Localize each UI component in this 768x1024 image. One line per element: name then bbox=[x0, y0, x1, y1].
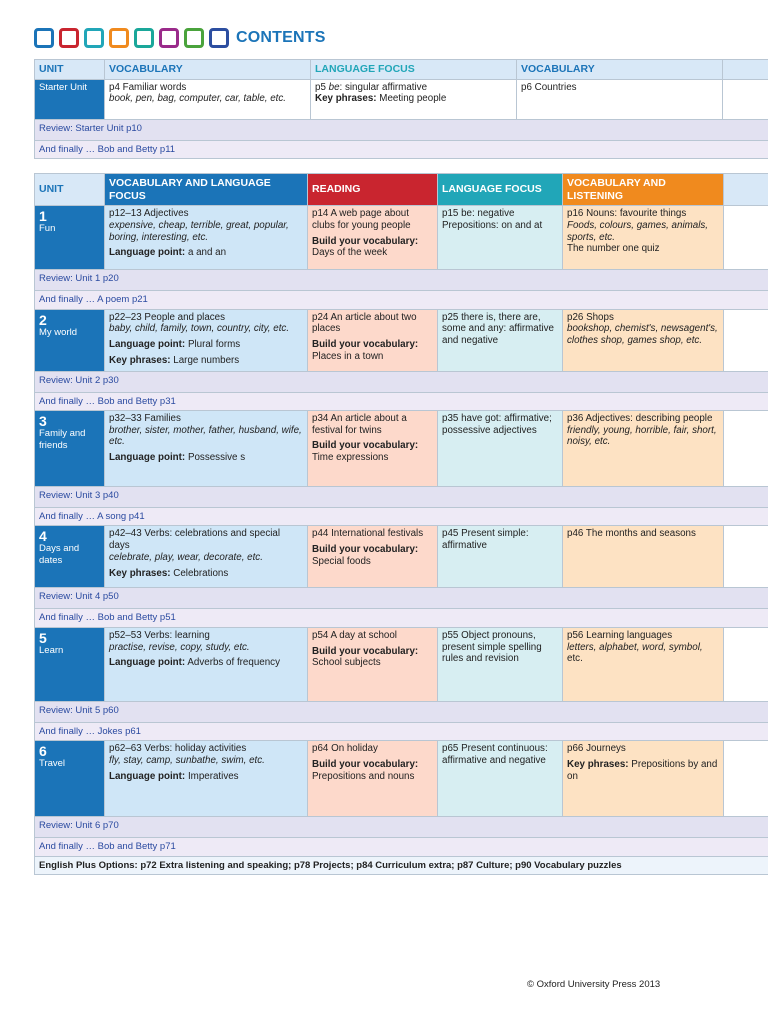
unit-cell bbox=[35, 410, 105, 486]
unit-row bbox=[35, 526, 768, 588]
unit-name: My world bbox=[39, 326, 78, 338]
vocab-language-cell: p32–33 Families brother, sister, mother, father, husband, wife, etc. Language point: Possessive s bbox=[105, 410, 308, 486]
logo-squares bbox=[34, 28, 234, 48]
empty-cell bbox=[724, 526, 768, 588]
starter-vocab-cell: p4 Familiar words book, pen, bag, computer, car, table, etc. bbox=[105, 79, 311, 119]
language-focus-cell: p65 Present continuous: affirmative and negative bbox=[438, 741, 563, 817]
unit-number: 2 bbox=[39, 311, 47, 328]
unit-name: Fun bbox=[39, 223, 56, 235]
unit-row bbox=[35, 309, 768, 371]
unit-row bbox=[35, 627, 768, 701]
col-header-language-focus: LANGUAGE FOCUS bbox=[311, 60, 517, 80]
logo-square-5 bbox=[134, 28, 154, 48]
review-text: Review: Unit 6 p70 bbox=[35, 817, 768, 838]
unit-name: Learn bbox=[39, 644, 64, 656]
vocab-language-cell: p42–43 Verbs: celebrations and special days celebrate, play, wear, decorate, etc. Key phrases: Celebrations bbox=[105, 526, 308, 588]
reading-cell: p24 An article about two places Build your vocabulary: Places in a town bbox=[308, 309, 438, 371]
finally-row bbox=[35, 722, 768, 740]
finally-text: And finally … Bob and Betty p71 bbox=[35, 838, 768, 856]
vocab-listening-cell: p46 The months and seasons bbox=[563, 526, 724, 588]
col-header-vocabulary: VOCABULARY bbox=[105, 60, 311, 80]
finally-row bbox=[35, 392, 768, 410]
col-header-vocab-listening: VOCABULARY AND LISTENING bbox=[563, 174, 724, 206]
unit-number: 5 bbox=[39, 629, 47, 646]
review-text: Review: Unit 5 p60 bbox=[35, 701, 768, 722]
starter-unit-table bbox=[34, 59, 768, 159]
logo-square-1 bbox=[34, 28, 54, 48]
review-row bbox=[35, 817, 768, 838]
finally-row bbox=[35, 291, 768, 309]
unit-row bbox=[35, 741, 768, 817]
finally-text: And finally … Jokes p61 bbox=[35, 722, 768, 740]
logo-square-8 bbox=[209, 28, 229, 48]
unit-number: 3 bbox=[39, 412, 47, 429]
review-text: Review: Starter Unit p10 bbox=[35, 119, 768, 140]
logo-square-2 bbox=[59, 28, 79, 48]
col-header-unit: UNIT bbox=[35, 60, 105, 80]
empty-cell bbox=[724, 206, 768, 270]
reading-cell: p34 An article about a festival for twins Build your vocabulary: Time expressions bbox=[308, 410, 438, 486]
page-header bbox=[34, 27, 326, 49]
finally-row bbox=[35, 838, 768, 856]
unit-number: 4 bbox=[39, 528, 47, 545]
starter-unit-cell: Starter Unit bbox=[35, 79, 105, 119]
starter-row bbox=[35, 79, 768, 119]
finally-row bbox=[35, 609, 768, 627]
review-row bbox=[35, 588, 768, 609]
language-focus-cell: p55 Object pronouns, present simple spelling rules and revision bbox=[438, 627, 563, 701]
units-table bbox=[34, 173, 768, 875]
logo-square-3 bbox=[84, 28, 104, 48]
unit-cell bbox=[35, 206, 105, 270]
empty-cell bbox=[724, 627, 768, 701]
empty-cell bbox=[724, 410, 768, 486]
review-row bbox=[35, 701, 768, 722]
unit-number: 6 bbox=[39, 743, 47, 760]
unit-cell bbox=[35, 627, 105, 701]
finally-text: And finally … A poem p21 bbox=[35, 291, 768, 309]
review-text: Review: Unit 1 p20 bbox=[35, 270, 768, 291]
options-row bbox=[35, 856, 768, 874]
vocab-language-cell: p12–13 Adjectives expensive, cheap, terrible, great, popular, boring, interesting, etc. Language point: a and an bbox=[105, 206, 308, 270]
copyright: © Oxford University Press 2013 bbox=[527, 979, 661, 990]
empty-cell bbox=[724, 741, 768, 817]
language-focus-cell: p45 Present simple: affirmative bbox=[438, 526, 563, 588]
reading-cell: p14 A web page about clubs for young people Build your vocabulary: Days of the week bbox=[308, 206, 438, 270]
unit-row bbox=[35, 410, 768, 486]
starter-language-cell: p5 be: singular affirmative Key phrases: Meeting people bbox=[311, 79, 517, 119]
review-text: Review: Unit 3 p40 bbox=[35, 486, 768, 507]
vocab-listening-cell: p16 Nouns: favourite things Foods, colours, games, animals, sports, etc. The number one quiz bbox=[563, 206, 724, 270]
starter-empty-cell bbox=[723, 79, 768, 119]
finally-text: And finally … Bob and Betty p51 bbox=[35, 609, 768, 627]
unit-name: Travel bbox=[39, 758, 66, 770]
starter-header-row bbox=[35, 60, 768, 80]
review-row bbox=[35, 371, 768, 392]
vocab-language-cell: p52–53 Verbs: learning practise, revise, copy, study, etc. Language point: Adverbs of frequency bbox=[105, 627, 308, 701]
unit-cell bbox=[35, 309, 105, 371]
vocab-listening-cell: p36 Adjectives: describing people friendly, young, horrible, fair, short, noisy, etc. bbox=[563, 410, 724, 486]
vocab-listening-cell: p56 Learning languages letters, alphabet, word, symbol, etc. bbox=[563, 627, 724, 701]
page-title: CONTENTS bbox=[236, 29, 326, 46]
review-text: Review: Unit 4 p50 bbox=[35, 588, 768, 609]
col-header-language-focus: LANGUAGE FOCUS bbox=[438, 174, 563, 206]
starter-review-row bbox=[35, 119, 768, 140]
language-focus-cell: p35 have got: affirmative; possessive adjectives bbox=[438, 410, 563, 486]
unit-cell bbox=[35, 526, 105, 588]
review-text: Review: Unit 2 p30 bbox=[35, 371, 768, 392]
language-focus-cell: p25 there is, there are, some and any: affirmative and negative bbox=[438, 309, 563, 371]
vocab-listening-cell: p66 Journeys Key phrases: Prepositions by and on bbox=[563, 741, 724, 817]
unit-number: 1 bbox=[39, 208, 47, 225]
unit-cell bbox=[35, 741, 105, 817]
col-header-vocabulary-2: VOCABULARY bbox=[517, 60, 723, 80]
finally-text: And finally … Bob and Betty p11 bbox=[35, 140, 768, 158]
finally-text: And finally … Bob and Betty p31 bbox=[35, 392, 768, 410]
main-header-row bbox=[35, 174, 768, 206]
finally-row bbox=[35, 507, 768, 525]
starter-vocab2-cell: p6 Countries bbox=[517, 79, 723, 119]
col-header-empty bbox=[723, 60, 768, 80]
reading-cell: p54 A day at school Build your vocabulary: School subjects bbox=[308, 627, 438, 701]
review-row bbox=[35, 486, 768, 507]
language-focus-cell: p15 be: negative Prepositions: on and at bbox=[438, 206, 563, 270]
logo-square-4 bbox=[109, 28, 129, 48]
empty-cell bbox=[724, 309, 768, 371]
logo-square-7 bbox=[184, 28, 204, 48]
col-header-empty bbox=[724, 174, 768, 206]
finally-text: And finally … A song p41 bbox=[35, 507, 768, 525]
col-header-vocab-language: VOCABULARY AND LANGUAGE FOCUS bbox=[105, 174, 308, 206]
starter-finally-row bbox=[35, 140, 768, 158]
review-row bbox=[35, 270, 768, 291]
options-text: English Plus Options: p72 Extra listening and speaking; p78 Projects; p84 Curriculum extra; p87 Culture; p90 Vocabulary puzzles bbox=[35, 856, 768, 874]
reading-cell: p64 On holiday Build your vocabulary: Prepositions and nouns bbox=[308, 741, 438, 817]
vocab-listening-cell: p26 Shops bookshop, chemist's, newsagent's, clothes shop, games shop, etc. bbox=[563, 309, 724, 371]
reading-cell: p44 International festivals Build your vocabulary: Special foods bbox=[308, 526, 438, 588]
unit-name: Days and dates bbox=[39, 543, 80, 567]
unit-name: Family and friends bbox=[39, 427, 86, 451]
col-header-unit: UNIT bbox=[35, 174, 105, 206]
logo-square-6 bbox=[159, 28, 179, 48]
unit-row bbox=[35, 206, 768, 270]
vocab-language-cell: p62–63 Verbs: holiday activities fly, stay, camp, sunbathe, swim, etc. Language point: Imperatives bbox=[105, 741, 308, 817]
col-header-reading: READING bbox=[308, 174, 438, 206]
vocab-language-cell: p22–23 People and places baby, child, family, town, country, city, etc. Language point: Plural forms Key phrases: Large numbers bbox=[105, 309, 308, 371]
